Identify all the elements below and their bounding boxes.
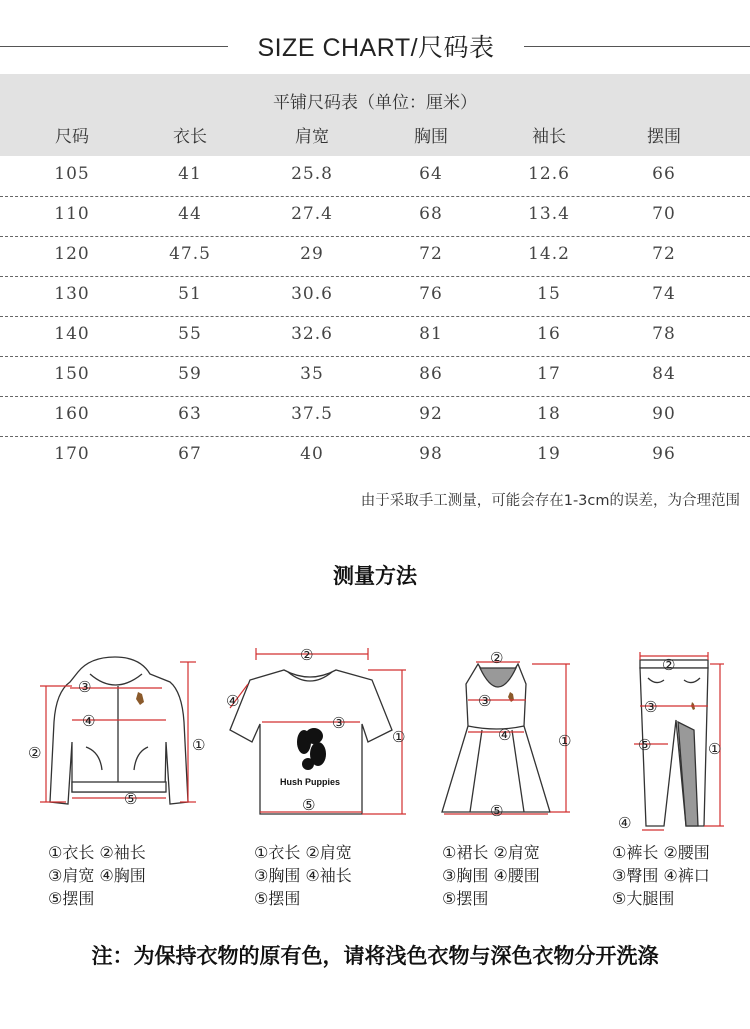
cell-chest: 76	[419, 284, 443, 304]
pants-legend-line: ⑤大腿围	[612, 889, 675, 908]
cell-shoulder: 37.5	[291, 404, 333, 424]
jacket-diagram	[20, 652, 220, 822]
cell-size: 160	[54, 404, 90, 424]
header-size: 尺码	[55, 127, 89, 147]
jacket-label-4: ④	[82, 712, 96, 730]
cell-shoulder: 40	[300, 444, 324, 464]
cell-length: 44	[178, 204, 202, 224]
header-hem: 摆围	[647, 127, 681, 147]
cell-chest: 68	[419, 204, 443, 224]
cell-length: 59	[178, 364, 202, 384]
tshirt-label-1: ①	[392, 728, 406, 746]
cell-chest: 64	[419, 164, 443, 184]
measurement-note: 由于采取手工测量，可能会存在1-3cm的误差，为合理范围	[360, 493, 740, 509]
tshirt-label-5: ⑤	[302, 796, 316, 814]
header-length: 衣长	[173, 127, 207, 147]
cell-size: 110	[54, 204, 90, 224]
jacket-legend-line: ③肩宽 ④胸围	[48, 866, 146, 885]
cell-sleeve: 12.6	[528, 164, 570, 184]
cell-chest: 98	[419, 444, 443, 464]
cell-hem: 96	[652, 444, 676, 464]
dress-label-3: ③	[478, 692, 492, 710]
dress-label-2: ②	[490, 649, 504, 667]
cell-size: 140	[54, 324, 90, 344]
table-row	[0, 436, 750, 476]
cell-hem: 78	[652, 324, 676, 344]
pants-label-2: ②	[662, 656, 676, 674]
jacket-label-3: ③	[78, 678, 92, 696]
cell-hem: 72	[652, 244, 676, 264]
jacket-legend-line: ⑤摆围	[48, 889, 95, 908]
pants-legend-line: ①裤长 ②腰围	[612, 843, 710, 862]
title-rule-left	[0, 46, 228, 47]
tshirt-label-4: ④	[226, 692, 240, 710]
tshirt-legend-line: ③胸围 ④袖长	[254, 866, 352, 885]
cell-length: 55	[178, 324, 202, 344]
cell-hem: 90	[652, 404, 676, 424]
cell-size: 170	[54, 444, 90, 464]
cell-sleeve: 14.2	[528, 244, 570, 264]
title-row	[0, 28, 750, 64]
cell-length: 67	[178, 444, 202, 464]
washing-note: 注：为保持衣物的原有色，请将浅色衣物与深色衣物分开洗涤	[91, 944, 659, 968]
cell-length: 47.5	[169, 244, 211, 264]
jacket-label-5: ⑤	[124, 790, 138, 808]
dress-legend-line: ⑤摆围	[442, 889, 489, 908]
table-caption: 平铺尺码表（单位：厘米）	[273, 93, 477, 113]
pants-label-1: ①	[708, 740, 722, 758]
cell-chest: 92	[419, 404, 443, 424]
cell-shoulder: 35	[300, 364, 324, 384]
cell-shoulder: 29	[300, 244, 324, 264]
pants-legend-line: ③臀围 ④裤口	[612, 866, 710, 885]
table-row	[0, 316, 750, 357]
dress-label-1: ①	[558, 732, 572, 750]
method-title: 测量方法	[333, 564, 417, 588]
pants-diagram	[612, 650, 732, 836]
jacket-label-1: ①	[192, 736, 206, 754]
dress-diagram	[432, 646, 592, 824]
cell-size: 150	[54, 364, 90, 384]
jacket-legend	[48, 841, 146, 910]
tshirt-label-2: ②	[300, 646, 314, 664]
cell-shoulder: 30.6	[291, 284, 333, 304]
tshirt-legend-line: ⑤摆围	[254, 889, 301, 908]
pants-label-3: ③	[644, 698, 658, 716]
cell-hem: 74	[652, 284, 676, 304]
cell-sleeve: 19	[537, 444, 561, 464]
dress-legend-line: ③胸围 ④腰围	[442, 866, 540, 885]
cell-sleeve: 15	[537, 284, 561, 304]
cell-hem: 66	[652, 164, 676, 184]
dress-legend	[442, 841, 540, 910]
cell-hem: 70	[652, 204, 676, 224]
cell-sleeve: 13.4	[528, 204, 570, 224]
table-row	[0, 276, 750, 317]
table-row	[0, 356, 750, 397]
tshirt-legend	[254, 841, 352, 910]
cell-sleeve: 18	[537, 404, 561, 424]
header-chest: 胸围	[414, 127, 448, 147]
cell-sleeve: 16	[537, 324, 561, 344]
size-table-header	[0, 74, 750, 156]
pants-label-4: ④	[618, 814, 632, 832]
cell-size: 105	[54, 164, 90, 184]
dress-label-5: ⑤	[490, 802, 504, 820]
dress-legend-line: ①裙长 ②肩宽	[442, 843, 540, 862]
table-row	[0, 156, 750, 197]
cell-sleeve: 17	[537, 364, 561, 384]
brand-text: Hush Puppies	[279, 777, 341, 787]
cell-size: 120	[54, 244, 90, 264]
cell-chest: 72	[419, 244, 443, 264]
table-row	[0, 196, 750, 237]
cell-length: 41	[178, 164, 202, 184]
page-title: SIZE CHART/尺码表	[257, 34, 495, 62]
jacket-legend-line: ①衣长 ②袖长	[48, 843, 146, 862]
header-shoulder: 肩宽	[295, 127, 329, 147]
pants-legend	[612, 841, 710, 910]
table-row	[0, 236, 750, 277]
cell-size: 130	[54, 284, 90, 304]
dress-label-4: ④	[498, 726, 512, 744]
tshirt-legend-line: ①衣长 ②肩宽	[254, 843, 352, 862]
title-rule-right	[524, 46, 750, 47]
cell-shoulder: 27.4	[291, 204, 333, 224]
cell-shoulder: 25.8	[291, 164, 333, 184]
cell-chest: 81	[419, 324, 443, 344]
header-sleeve: 袖长	[532, 127, 566, 147]
cell-chest: 86	[419, 364, 443, 384]
cell-length: 51	[178, 284, 202, 304]
pants-label-5: ⑤	[638, 736, 652, 754]
tshirt-diagram	[222, 638, 418, 824]
cell-hem: 84	[652, 364, 676, 384]
table-row	[0, 396, 750, 437]
jacket-label-2: ②	[28, 744, 42, 762]
cell-length: 63	[178, 404, 202, 424]
cell-shoulder: 32.6	[291, 324, 333, 344]
tshirt-label-3: ③	[332, 714, 346, 732]
